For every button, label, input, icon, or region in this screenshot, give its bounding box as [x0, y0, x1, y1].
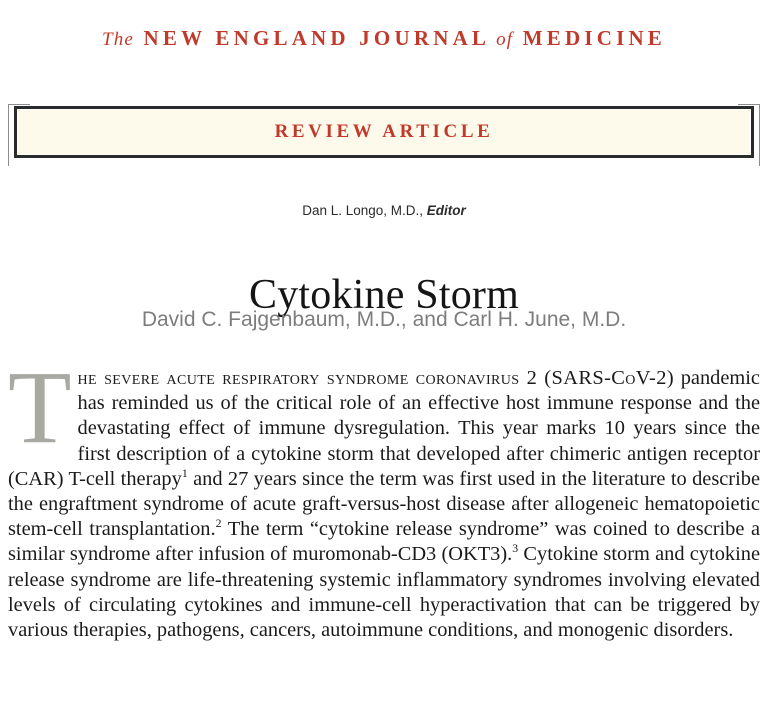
body-paragraph-part-1: pandemic has reminded us of the critical role of an effective host immune response and the devastating effect of immune dysregulation. This year marks 10 years since the first description of a cytokine storm that developed after chimeric antigen receptor (CAR) T-cell therapy	[8, 367, 760, 490]
body-paragraph-part-4: Cytokine storm and cytokine release syndrome are life-threatening systemic inflammatory syndromes involving elevated levels of circulating cytokines and immune-cell hyperactivation that can be triggered by various therapies, pathogens, cancers, autoimmune conditions, and monogenic disorders.	[8, 543, 760, 642]
article-body	[8, 350, 761, 643]
corner-rule-left-top	[8, 104, 30, 105]
citation-ref-3[interactable]: 3	[512, 541, 519, 556]
review-article-label: REVIEW ARTICLE	[274, 121, 494, 142]
editor-role: Editor	[426, 203, 466, 218]
review-article-banner	[14, 106, 754, 158]
body-dropcap: T	[8, 350, 72, 465]
body-paragraph-part-3: The term “cytokine release syndrome” was coined to describe a similar syndrome after infusion of muromonab-CD3 (OKT3).	[8, 518, 761, 566]
body-lead-smallcaps: he severe acute respiratory syndrome coronavirus 2 (SARS-CoV-2)	[77, 367, 675, 389]
masthead-of: of	[496, 29, 514, 50]
citation-ref-1[interactable]: 1	[181, 466, 188, 481]
corner-rule-right-top	[738, 104, 760, 105]
masthead-the: The	[101, 29, 135, 50]
corner-rule-left	[8, 104, 9, 166]
article-authors: David C. Fajgenbaum, M.D., and Carl H. June, M.D.	[141, 308, 627, 331]
body-paragraph-part-2: and 27 years since the term was first used in the literature to describe the engraftment syndrome of acute graft-versus-host disease after allogeneic hematopoietic stem-cell transplantation.	[8, 467, 761, 541]
editor-name: Dan L. Longo, M.D.,	[302, 203, 424, 218]
masthead-new-england-journal: NEW ENGLAND JOURNAL	[143, 26, 491, 50]
journal-masthead	[0, 26, 768, 51]
editor-byline	[0, 203, 768, 218]
corner-rule-right	[759, 104, 760, 166]
citation-ref-2[interactable]: 2	[215, 516, 222, 531]
masthead-medicine: MEDICINE	[522, 26, 667, 50]
article-title: Cytokine Storm	[249, 272, 519, 319]
